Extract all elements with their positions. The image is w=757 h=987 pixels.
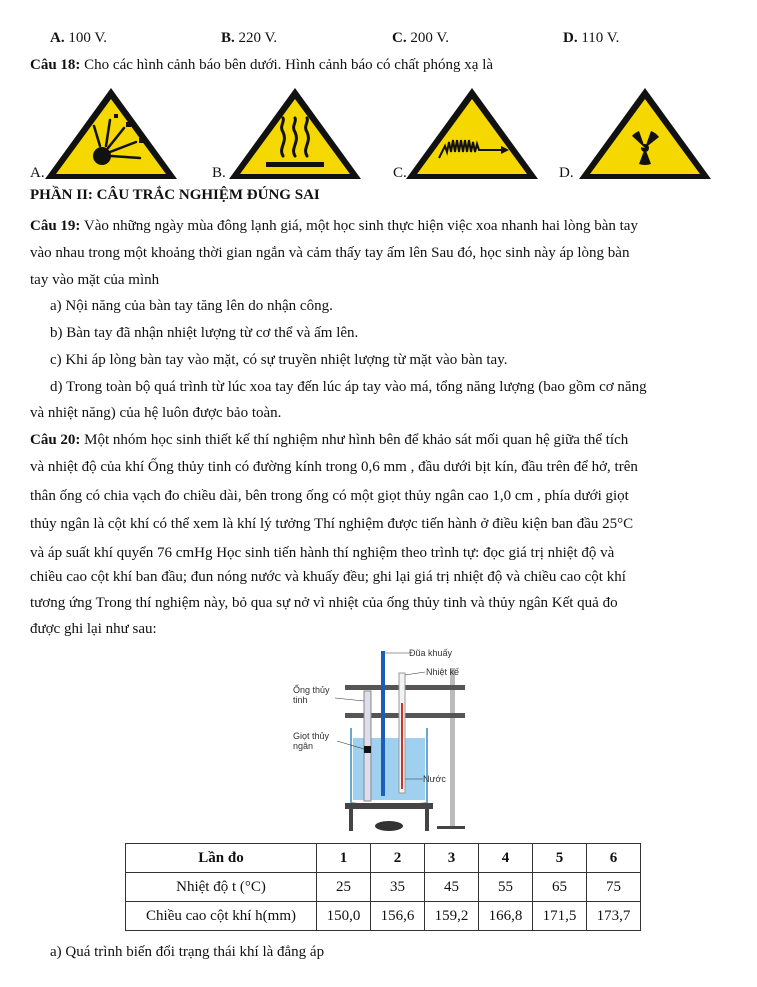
table-cell: 35: [371, 873, 425, 902]
question-20-line-2: và nhiệt độ của khí Ống thủy tinh có đường kính trong 0,6 mm , đầu dưới bịt kín, đầu trên để hở, trên: [30, 459, 638, 475]
stand-rod: [450, 668, 455, 828]
part-2-title: PHẦN II: CÂU TRẮC NGHIỆM ĐÚNG SAI: [30, 187, 320, 203]
table-cell: 5: [533, 844, 587, 873]
label-thermometer: Nhiệt kế: [426, 667, 460, 677]
explosive-warning-icon: [44, 86, 179, 181]
label-tube-1: Ống thủy: [293, 685, 330, 695]
option-c: C. 200 V.: [392, 30, 449, 46]
table-cell: Lần đo: [126, 844, 317, 873]
label-drop-1: Giọt thủy: [293, 731, 330, 741]
question-19-line-2: vào nhau trong một khoảng thời gian ngắn và cảm thấy tay ấm lên Sau đó, học sinh này áp lòng bàn: [30, 245, 630, 261]
table-cell: 65: [533, 873, 587, 902]
question-20-line-3: thân ống có chia vạch đo chiều dài, bên trong ống có một giọt thủy ngân cao 1,0 cm , phía dưới giọt: [30, 488, 629, 504]
question-18: Câu 18: Cho các hình cảnh báo bên dưới. Hình cảnh báo có chất phóng xạ là: [30, 57, 494, 73]
question-20-line-6: chiều cao cột khí ban đầu; đun nóng nước và khuấy đều; ghi lại giá trị nhiệt độ và chiều cao cột khí: [30, 569, 626, 585]
hot-surface-warning-icon: [228, 86, 363, 181]
table-cell: 156,6: [371, 902, 425, 931]
label-drop-2: ngân: [293, 741, 314, 751]
table-cell: 55: [479, 873, 533, 902]
table-cell: 75: [587, 873, 641, 902]
q19-item-c: c) Khi áp lòng bàn tay vào mặt, có sự truyền nhiệt lượng từ mặt vào bàn tay.: [50, 352, 508, 368]
sign-label-b: B.: [212, 165, 226, 181]
table-row: [126, 902, 641, 931]
table-cell: 45: [425, 873, 479, 902]
sign-label-a: A.: [30, 165, 45, 181]
question-19-line-3: tay vào mặt của mình: [30, 272, 160, 288]
mercury-drop: [364, 746, 371, 753]
q19-item-a: a) Nội năng của bàn tay tăng lên do nhận công.: [50, 298, 333, 314]
table-cell: 3: [425, 844, 479, 873]
q20-item-a: a) Quá trình biến đổi trạng thái khí là đẳng áp: [50, 944, 325, 960]
results-table: [125, 843, 641, 931]
option-a: A. 100 V.: [50, 30, 107, 46]
table-cell: 159,2: [425, 902, 479, 931]
question-20-line-7: tương ứng Trong thí nghiệm này, bỏ qua sự nở vì nhiệt của ống thủy tinh và thủy ngân Kết quả đo: [30, 595, 618, 611]
question-20-line-1: Câu 20: Một nhóm học sinh thiết kế thí nghiệm như hình bên để khảo sát mối quan hệ giữa thể tích: [30, 432, 629, 448]
q19-item-d: d) Trong toàn bộ quá trình từ lúc xoa tay đến lúc áp tay vào má, tổng năng lượng (bao gồm cơ năng: [50, 379, 647, 395]
table-cell: 150,0: [317, 902, 371, 931]
q19-item-d-cont: và nhiệt năng) của hệ luôn được bảo toàn.: [30, 405, 282, 421]
question-19-line-1: Câu 19: Vào những ngày mùa đông lạnh giá, một học sinh thực hiện việc xoa nhanh hai lòng bàn tay: [30, 218, 638, 234]
table-row: [126, 873, 641, 902]
radioactive-warning-icon: [578, 86, 713, 181]
table-cell: 173,7: [587, 902, 641, 931]
question-20-line-5: và áp suất khí quyển 76 cmHg Học sinh tiến hành thí nghiệm theo trình tự: đọc giá trị nhiệt độ và: [30, 545, 615, 561]
experiment-figure: [285, 643, 475, 838]
table-cell: Chiều cao cột khí h(mm): [126, 902, 317, 931]
table-cell: 1: [317, 844, 371, 873]
option-d: D. 110 V.: [563, 30, 620, 46]
label-water: Nước: [423, 774, 446, 784]
sign-label-c: C.: [393, 165, 407, 181]
table-cell: 25: [317, 873, 371, 902]
label-stir-rod: Đũa khuấy: [409, 648, 453, 658]
burner: [375, 821, 403, 831]
sign-label-d: D.: [559, 165, 574, 181]
laser-warning-icon: [405, 86, 540, 181]
stir-rod: [381, 651, 385, 796]
table-cell: 6: [587, 844, 641, 873]
table-cell: 171,5: [533, 902, 587, 931]
table-cell: Nhiệt độ t (°C): [126, 873, 317, 902]
table-row: [126, 844, 641, 873]
table-cell: 4: [479, 844, 533, 873]
label-tube-2: tinh: [293, 695, 308, 705]
table-cell: 166,8: [479, 902, 533, 931]
table-cell: 2: [371, 844, 425, 873]
option-b: B. 220 V.: [221, 30, 278, 46]
question-20-line-8: được ghi lại như sau:: [30, 621, 157, 637]
q19-item-b: b) Bàn tay đã nhận nhiệt lượng từ cơ thể và ấm lên.: [50, 325, 359, 341]
question-20-line-4: thủy ngân là cột khí có thể xem là khí lý tưởng Thí nghiệm được tiến hành ở điều kiện ban đầu 25°C: [30, 516, 634, 532]
